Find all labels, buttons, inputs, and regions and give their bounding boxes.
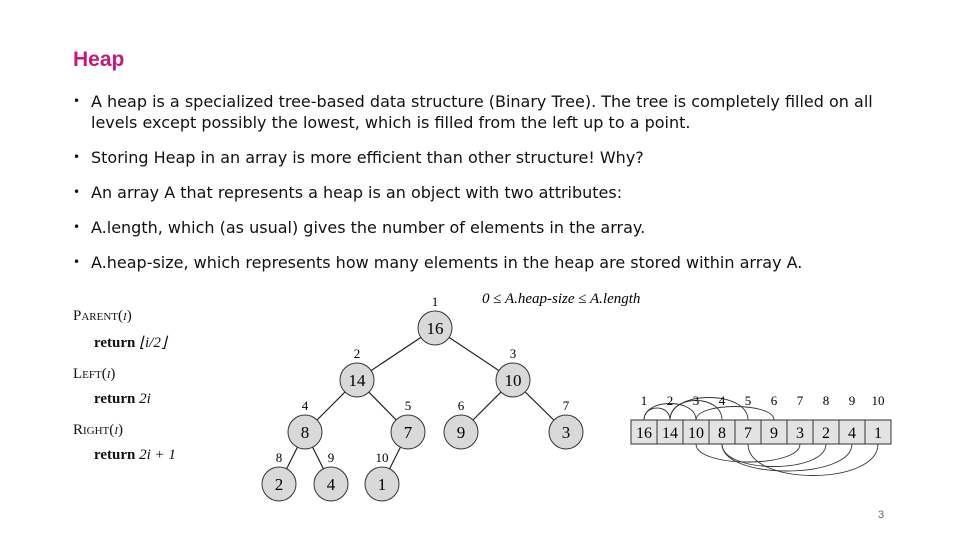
array-value: 2: [822, 425, 830, 442]
left-expr: 2i: [139, 391, 151, 407]
bullet-icon: •: [73, 220, 81, 234]
tree-node: [262, 450, 296, 501]
array-arc: [722, 444, 826, 467]
bullet-text: A heap is a specialized tree-based data structure (Binary Tree). The tree is completely filled on all levels except possibly the lowest, which is filled from the left up to a point.: [91, 92, 873, 132]
array-index: 8: [822, 393, 830, 408]
return-keyword: return: [94, 447, 136, 463]
array-value: 14: [662, 425, 678, 442]
bullet-icon: •: [73, 255, 81, 269]
array-value: 4: [848, 425, 856, 442]
bullet-text: An array A that represents a heap is an object with two attributes:: [91, 183, 623, 202]
array-index: 6: [770, 393, 778, 408]
slide-title: Heap: [73, 48, 125, 71]
array-index: 7: [796, 393, 804, 408]
array-value: 7: [744, 425, 752, 442]
node-index: 7: [562, 398, 570, 413]
array-value: 8: [718, 425, 726, 442]
array-index: 1: [640, 393, 648, 408]
array-value: 9: [770, 425, 778, 442]
right-expr: 2i + 1: [139, 447, 176, 463]
left-name: Left: [73, 366, 102, 382]
array-index: 9: [848, 393, 856, 408]
node-index: 8: [275, 450, 283, 465]
bullet-icon: •: [73, 185, 81, 199]
array-value: 10: [688, 425, 704, 442]
tree-node: [288, 398, 322, 449]
node-value: 3: [561, 423, 571, 442]
node-value: 16: [426, 319, 444, 338]
tree-node: [365, 450, 399, 501]
left-function: Left(i): [73, 366, 116, 382]
node-value: 7: [403, 423, 413, 442]
bullet-text: A.heap-size, which represents how many elements in the heap are stored within array A.: [91, 253, 803, 272]
node-value: 1: [377, 475, 387, 494]
array-index: 2: [666, 393, 674, 408]
tree-node: [444, 398, 478, 449]
node-index: 10: [375, 450, 389, 465]
tree-node: [418, 294, 452, 345]
node-value: 2: [274, 475, 284, 494]
array-arc: [644, 408, 670, 420]
node-index: 9: [327, 450, 335, 465]
array-index: 3: [692, 393, 700, 408]
bullet-icon: •: [73, 150, 81, 164]
node-index: 1: [431, 294, 439, 309]
array-value: 3: [796, 425, 804, 442]
node-value: 4: [326, 475, 336, 494]
array-index: 4: [718, 393, 726, 408]
parent-name: Parent: [73, 308, 119, 324]
bullet-text: Storing Heap in an array is more efficient than other structure! Why?: [91, 148, 644, 167]
return-keyword: return: [94, 391, 136, 407]
node-index: 6: [457, 398, 465, 413]
tree-node: [496, 346, 530, 397]
parent-param: i: [123, 308, 127, 324]
array-index: 10: [871, 393, 885, 408]
return-keyword: return: [94, 335, 136, 351]
node-value: 8: [300, 423, 310, 442]
tree-node: [340, 346, 374, 397]
bullet-text: A.length, which (as usual) gives the number of elements in the array.: [91, 218, 646, 237]
array-arc: [670, 398, 748, 421]
array-arc: [696, 407, 774, 421]
tree-node: [314, 450, 348, 501]
node-value: 9: [456, 423, 466, 442]
node-value: 14: [348, 371, 366, 390]
right-name: Right: [73, 422, 110, 438]
tree-edges: [279, 328, 566, 484]
tree-nodes: [262, 294, 583, 501]
node-value: 10: [504, 371, 522, 390]
array-arc: [722, 444, 852, 471]
node-index: 4: [301, 398, 309, 413]
parent-expr: ⌊i/2⌋: [139, 335, 167, 351]
right-function: Right(i): [73, 422, 123, 438]
parent-function: Parent(i): [73, 308, 132, 324]
array-index: 5: [744, 393, 752, 408]
tree-node: [549, 398, 583, 449]
array-value: 16: [636, 425, 652, 442]
node-index: 3: [509, 346, 517, 361]
node-index: 5: [404, 398, 412, 413]
array-value: 1: [874, 425, 882, 442]
node-index: 2: [353, 346, 361, 361]
heap-size-inequality: 0 ≤ A.heap-size ≤ A.length: [482, 291, 641, 307]
tree-node: [391, 398, 425, 449]
right-param: i: [114, 422, 118, 438]
page-number: 3: [878, 509, 885, 521]
left-param: i: [106, 366, 111, 382]
bullet-icon: •: [73, 94, 81, 108]
